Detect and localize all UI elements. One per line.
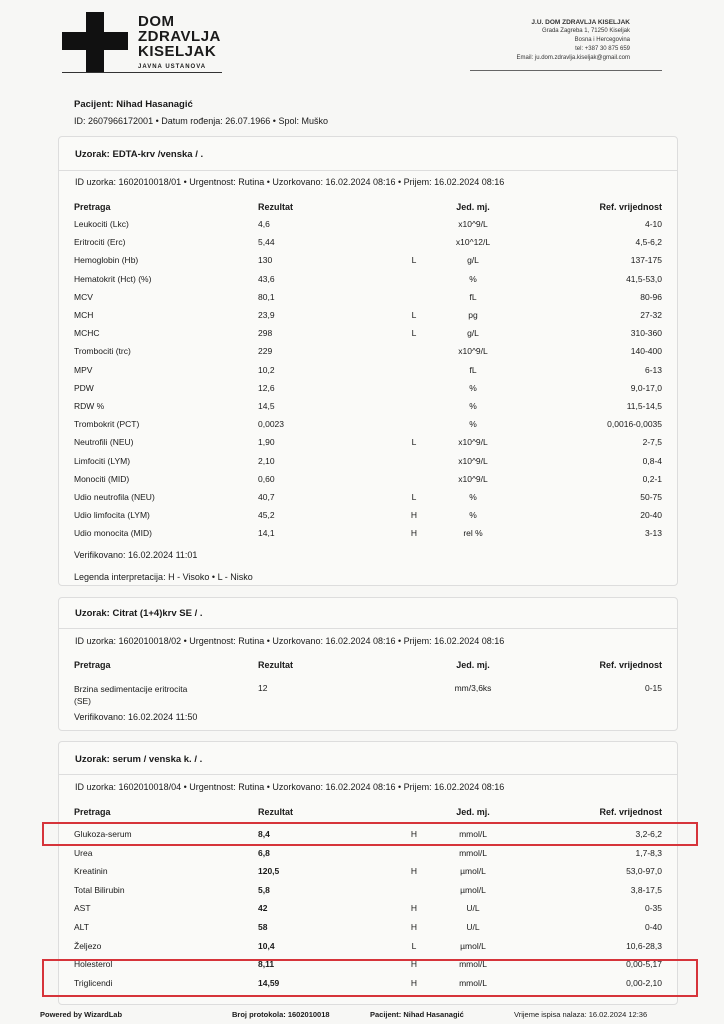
- test-ref: 3,2-6,2: [635, 829, 662, 839]
- table-row: [0, 274, 724, 291]
- table-header: Pretraga Rezultat Jed. mj. Ref. vrijednost: [74, 660, 662, 670]
- test-result: 40,7: [258, 492, 275, 502]
- test-ref: 310-360: [630, 328, 662, 339]
- test-name: Holesterol: [74, 959, 113, 970]
- test-name: Hematokrit (Hct) (%): [74, 273, 152, 284]
- print-time: Vrijeme ispisa nalaza: 16.02.2024 12:36: [514, 1010, 648, 1019]
- test-name: AST: [74, 903, 91, 914]
- test-result: 45,2: [258, 510, 275, 521]
- test-unit: x10^9/L: [458, 346, 488, 357]
- test-unit: %: [469, 419, 477, 430]
- legend-note: Legenda interpretacija: H - Visoko • L - Nisko: [74, 572, 253, 582]
- test-ref: 0-40: [644, 922, 662, 932]
- test-result: 229: [258, 346, 273, 357]
- test-ref: 4-10: [644, 219, 662, 229]
- test-ref: 0,00-5,17: [626, 959, 662, 970]
- table-row: [0, 474, 724, 491]
- test-name: Eritrociti (Erc): [74, 237, 126, 248]
- header-divider: [470, 70, 662, 71]
- test-unit: x10^9/L: [458, 473, 488, 484]
- test-unit: mmol/L: [459, 847, 487, 858]
- table-row: [0, 437, 724, 454]
- test-result: 2,10: [258, 455, 275, 466]
- test-unit: fL: [469, 291, 477, 302]
- test-ref: 80-96: [640, 291, 662, 302]
- test-ref: 11,5-14,5: [626, 401, 662, 411]
- test-ref: 10,6-28,3: [626, 940, 662, 951]
- table-row: [0, 401, 724, 418]
- test-flag: L: [411, 492, 417, 502]
- test-result: 10,2: [258, 364, 275, 375]
- test-name: Brzina sedimentacije eritrocita (SE): [74, 684, 188, 706]
- table-row: [0, 383, 724, 400]
- table-header: Pretraga Rezultat Jed. mj. Ref. vrijednost: [74, 202, 662, 212]
- test-ref: 50-75: [640, 492, 662, 502]
- test-ref: 3-13: [644, 528, 662, 539]
- test-name: MCV: [74, 291, 93, 302]
- test-unit: %: [469, 510, 477, 521]
- table-row: [0, 528, 724, 545]
- test-flag: L: [411, 328, 417, 339]
- test-unit: rel %: [463, 528, 483, 539]
- test-unit: %: [469, 273, 477, 284]
- institution-address-block: J.U. DOM ZDRAVLJA KISELJAK Grada Zagreba 1, 71250 Kiseljak Bosna i Hercegovina tel: +387 30 875 659 Email: ju.dom.zdravlja.kiseljak@gmail.com: [516, 19, 630, 61]
- test-ref: 9,0-17,0: [630, 382, 662, 393]
- test-unit: µmol/L: [460, 884, 486, 895]
- test-result: 298: [258, 328, 273, 339]
- powered-by: Powered by WizardLab: [40, 1010, 123, 1019]
- test-flag: H: [410, 510, 418, 521]
- test-ref: 1,7-8,3: [635, 847, 662, 858]
- test-name: Neutrofili (NEU): [74, 437, 134, 448]
- test-result: 14,1: [258, 528, 275, 539]
- test-ref: 2-7,5: [642, 437, 662, 448]
- test-result: 4,6: [258, 219, 270, 229]
- table-header: Pretraga Rezultat Jed. mj. Ref. vrijednost: [74, 807, 662, 817]
- test-ref: 4,5-6,2: [635, 237, 662, 248]
- test-name: MCH: [74, 310, 94, 320]
- test-flag: L: [411, 940, 417, 951]
- patient-id-line: ID: 2607966172001 • Datum rođenja: 26.07.1966 • Spol: Muško: [74, 116, 328, 126]
- test-ref: 0,8-4: [642, 455, 662, 466]
- test-result: 0,60: [258, 473, 275, 484]
- table-row: [0, 510, 724, 527]
- test-ref: 3,8-17,5: [630, 884, 662, 895]
- test-name: ALT: [74, 922, 89, 932]
- test-result: 8,11: [258, 959, 275, 970]
- test-flag: L: [411, 255, 417, 266]
- test-ref: 41,5-53,0: [626, 273, 662, 284]
- verified-note: Verifikovano: 16.02.2024 11:01: [74, 550, 198, 560]
- test-unit: U/L: [466, 903, 480, 914]
- section-title: Uzorak: EDTA-krv /venska / .: [75, 149, 204, 160]
- verified-note: Verifikovano: 16.02.2024 11:50: [74, 712, 198, 722]
- table-row: [0, 903, 724, 920]
- table-row: [0, 292, 724, 309]
- test-unit: fL: [469, 364, 477, 375]
- footer-patient: Pacijent: Nihad Hasanagić: [370, 1010, 464, 1019]
- test-result: 5,44: [258, 237, 275, 248]
- table-row: [0, 848, 724, 865]
- test-ref: 140-400: [630, 346, 662, 357]
- patient-info: [74, 97, 328, 129]
- test-name: Hemoglobin (Hb): [74, 255, 139, 266]
- section-title: Uzorak: serum / venska k. / .: [75, 754, 203, 765]
- sample-meta: ID uzorka: 1602010018/04 • Urgentnost: Rutina • Uzorkovano: 16.02.2024 08:16 • Prijem: 16.02.2024 08:16: [75, 782, 505, 792]
- test-result: 58: [258, 922, 268, 932]
- table-row: [0, 922, 724, 939]
- test-flag: H: [410, 903, 418, 914]
- test-result: 6,8: [258, 847, 270, 858]
- test-ref: 0,2-1: [642, 473, 662, 484]
- table-row: [0, 365, 724, 382]
- test-result: 14,5: [258, 401, 275, 411]
- test-result: 42: [258, 903, 268, 914]
- test-name: Leukociti (Lkc): [74, 219, 129, 229]
- clinic-cross-logo-icon: [62, 12, 128, 72]
- test-name: Kreatinin: [74, 866, 108, 877]
- clinic-logo-text: DOM ZDRAVLJA KISELJAK: [138, 13, 221, 60]
- test-name: RDW %: [74, 401, 105, 411]
- test-name: Trombokrit (PCT): [74, 419, 140, 430]
- sample-meta: ID uzorka: 1602010018/02 • Urgentnost: Rutina • Uzorkovano: 16.02.2024 08:16 • Prijem: 16.02.2024 08:16: [75, 636, 505, 646]
- test-unit: U/L: [466, 922, 480, 932]
- section-title: Uzorak: Citrat (1+4)krv SE / .: [75, 608, 203, 619]
- test-name: Udio monocita (MID): [74, 528, 152, 539]
- table-row: [0, 237, 724, 254]
- test-result: 130: [258, 255, 273, 266]
- test-unit: x10^9/L: [458, 455, 488, 466]
- table-row: [0, 885, 724, 902]
- test-result: 12: [258, 683, 268, 693]
- table-row: [0, 456, 724, 473]
- test-flag: H: [410, 922, 418, 932]
- table-row: [0, 419, 724, 436]
- test-name: Monociti (MID): [74, 473, 130, 484]
- test-name: MCHC: [74, 328, 100, 339]
- test-name: Udio neutrofila (NEU): [74, 492, 155, 502]
- table-row: [0, 492, 724, 509]
- sample-meta: ID uzorka: 1602010018/01 • Urgentnost: Rutina • Uzorkovano: 16.02.2024 08:16 • Prijem: 16.02.2024 08:16: [75, 177, 505, 187]
- test-result: 1,90: [258, 437, 275, 448]
- logo-underline: [62, 72, 222, 73]
- test-unit: %: [469, 492, 477, 502]
- test-result: 0,0023: [258, 419, 284, 430]
- test-unit: pg: [468, 310, 478, 320]
- test-flag: H: [410, 829, 418, 839]
- test-result: 10,4: [258, 940, 275, 951]
- test-unit: g/L: [467, 255, 479, 266]
- test-flag: L: [411, 310, 417, 320]
- test-unit: mmol/L: [459, 959, 487, 970]
- test-ref: 0-35: [644, 903, 662, 914]
- test-flag: H: [410, 528, 418, 539]
- test-ref: 6-13: [644, 364, 662, 375]
- test-name: Udio limfocita (LYM): [74, 510, 150, 521]
- test-unit: g/L: [467, 328, 479, 339]
- test-result: 12,6: [258, 382, 275, 393]
- test-unit: µmol/L: [460, 866, 486, 877]
- test-name: PDW: [74, 382, 94, 393]
- test-name: Glukoza-serum: [74, 829, 132, 839]
- test-name: Željezo: [74, 940, 102, 951]
- test-name: MPV: [74, 364, 93, 375]
- test-result: 5,8: [258, 884, 270, 895]
- table-row: [0, 866, 724, 883]
- test-unit: x10^9/L: [458, 437, 488, 448]
- test-result: 23,9: [258, 310, 275, 320]
- test-flag: H: [410, 866, 418, 877]
- test-unit: mm/3,6ks: [454, 683, 492, 693]
- test-ref: 27-32: [640, 310, 662, 320]
- test-result: 14,59: [258, 977, 280, 988]
- test-flag: H: [410, 959, 418, 970]
- test-result: 8,4: [258, 829, 270, 839]
- highlight-glucose: [42, 822, 698, 846]
- table-row: [0, 683, 724, 709]
- test-unit: mmol/L: [459, 829, 487, 839]
- table-row: [0, 255, 724, 272]
- test-name: Urea: [74, 847, 93, 858]
- test-name: Triglicendi: [74, 977, 113, 988]
- test-name: Trombociti (trc): [74, 346, 131, 357]
- test-result: 120,5: [258, 866, 280, 877]
- table-row: [0, 310, 724, 327]
- test-ref: 0-15: [644, 683, 662, 693]
- table-row: [0, 346, 724, 363]
- patient-name: Pacijent: Nihad Hasanagić: [74, 99, 193, 110]
- table-row: [0, 219, 724, 236]
- protocol-number: Broj protokola: 1602010018: [232, 1010, 330, 1019]
- test-result: 43,6: [258, 273, 275, 284]
- test-unit: %: [469, 382, 477, 393]
- test-ref: 53,0-97,0: [626, 866, 662, 877]
- test-flag: L: [411, 437, 417, 448]
- test-ref: 0,0016-0,0035: [607, 419, 662, 430]
- clinic-logo-subtitle: JAVNA USTANOVA: [138, 64, 207, 70]
- test-result: 80,1: [258, 291, 275, 302]
- table-row: [0, 328, 724, 345]
- test-ref: 20-40: [640, 510, 662, 521]
- test-ref: 137-175: [630, 255, 662, 266]
- test-unit: x10^9/L: [458, 219, 488, 229]
- test-ref: 0,00-2,10: [626, 977, 662, 988]
- test-unit: mmol/L: [459, 977, 487, 988]
- test-unit: µmol/L: [460, 940, 486, 951]
- test-name: Limfociti (LYM): [74, 455, 131, 466]
- test-unit: %: [469, 401, 477, 411]
- test-name: Total Bilirubin: [74, 884, 125, 895]
- highlight-lipids: [42, 959, 698, 997]
- test-flag: H: [410, 977, 418, 988]
- table-row: [0, 941, 724, 958]
- test-unit: x10^12/L: [455, 237, 491, 248]
